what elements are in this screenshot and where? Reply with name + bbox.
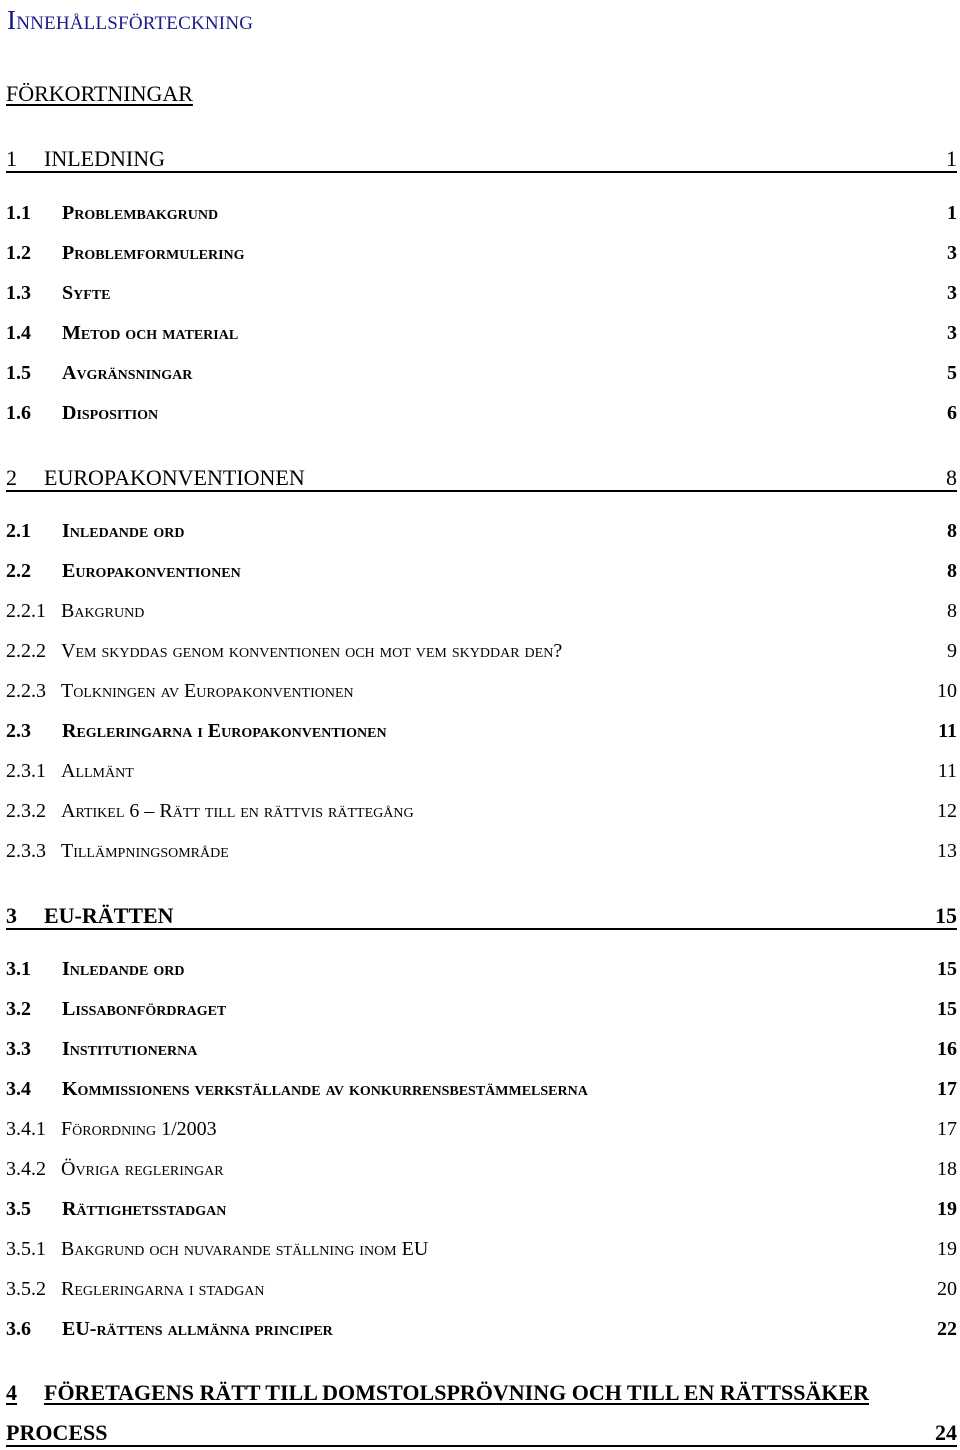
toc-entry[interactable] xyxy=(0,238,960,268)
entry-label: Rättighetsstadgan xyxy=(62,1198,227,1220)
entry-number: 1.5 xyxy=(6,362,31,384)
toc-entry[interactable] xyxy=(0,516,960,546)
entry-label: Förordning 1/2003 xyxy=(61,1118,217,1140)
entry-number: 2.2.2 xyxy=(6,640,46,662)
entry-label: Problemformulering xyxy=(62,242,245,264)
entry-label: EUROPAKONVENTIONEN xyxy=(44,465,305,490)
toc-entry[interactable] xyxy=(0,994,960,1024)
entry-page: 8 xyxy=(947,520,957,542)
entry-page: 17 xyxy=(937,1078,957,1100)
entry-page: 20 xyxy=(937,1278,957,1300)
entry-page: 22 xyxy=(937,1318,957,1340)
entry-number: 2.2.1 xyxy=(6,600,46,622)
toc-entry[interactable] xyxy=(0,1234,960,1264)
chapter-4-label-line2: PROCESS xyxy=(6,1420,108,1445)
entry-page: 17 xyxy=(937,1118,957,1140)
toc-entry[interactable] xyxy=(0,716,960,746)
entry-number: 1 xyxy=(6,146,17,171)
entry-label: Tolkningen av Europakonventionen xyxy=(61,680,354,702)
entry-number: 3.6 xyxy=(6,1318,31,1340)
entry-number: 3.4.1 xyxy=(6,1118,46,1140)
entry-label: Kommissionens verkställande av konkurrensbestämmelserna xyxy=(62,1078,588,1100)
entry-label: Metod och material xyxy=(62,322,239,344)
entry-label: Regleringarna i Europakonventionen xyxy=(62,720,387,742)
entry-number: 3.4 xyxy=(6,1078,31,1100)
entry-number: 2.2.3 xyxy=(6,680,46,702)
toc-entry[interactable] xyxy=(0,556,960,586)
entry-number: 3.2 xyxy=(6,998,31,1020)
entry-label: Artikel 6 – Rätt till en rättvis rättegång xyxy=(61,800,414,822)
page-title: Innehållsförteckning xyxy=(7,5,254,35)
toc-entry[interactable] xyxy=(0,1034,960,1064)
entry-page: 16 xyxy=(937,1038,957,1060)
entry-number: 2.3.1 xyxy=(6,760,46,782)
entry-number: 3.5.2 xyxy=(6,1278,46,1300)
entry-number: 3.5 xyxy=(6,1198,31,1220)
toc-entry[interactable] xyxy=(0,756,960,786)
toc-entry[interactable] xyxy=(0,1314,960,1344)
entry-label: Bakgrund xyxy=(61,600,145,622)
toc-entry[interactable] xyxy=(0,398,960,428)
chapter-4-label-line1: FÖRETAGENS RÄTT TILL DOMSTOLSPRÖVNING OCH TILL EN RÄTTSSÄKER xyxy=(44,1380,870,1405)
entry-page: 11 xyxy=(937,760,957,782)
entry-number: 3.4.2 xyxy=(6,1158,46,1180)
entry-number: 3.5.1 xyxy=(6,1238,46,1260)
entry-page: 12 xyxy=(937,800,957,822)
entry-page: 6 xyxy=(947,402,957,424)
entry-page: 19 xyxy=(937,1198,957,1220)
entry-page: 8 xyxy=(946,465,957,490)
entry-page: 10 xyxy=(937,680,957,702)
entry-label: Övriga regleringar xyxy=(61,1158,224,1180)
toc-entry[interactable] xyxy=(0,796,960,826)
entry-number: 3.1 xyxy=(6,958,31,980)
toc-entry[interactable] xyxy=(0,676,960,706)
entry-number: 1.6 xyxy=(6,402,31,424)
entry-number: 2.3 xyxy=(6,720,31,742)
entry-page: 5 xyxy=(947,362,957,384)
entry-page: 8 xyxy=(947,600,957,622)
entry-page: 15 xyxy=(935,903,957,928)
entry-number: 1.2 xyxy=(6,242,31,264)
entry-page: 1 xyxy=(946,146,957,171)
entry-label: Problembakgrund xyxy=(62,202,219,224)
entry-label: Europakonventionen xyxy=(62,560,241,582)
entry-label: Vem skyddas genom konventionen och mot vem skyddar den? xyxy=(61,640,563,662)
toc-entry[interactable] xyxy=(0,278,960,308)
toc-entry[interactable] xyxy=(0,1074,960,1104)
entry-page: 18 xyxy=(937,1158,957,1180)
entry-label: Inledande ord xyxy=(62,520,185,542)
entry-page: 1 xyxy=(947,202,957,224)
chapter-4-page: 24 xyxy=(935,1420,957,1445)
entry-label: Bakgrund och nuvarande ställning inom EU xyxy=(61,1238,429,1260)
entry-label: INLEDNING xyxy=(44,146,165,171)
toc-entry[interactable] xyxy=(0,318,960,348)
chapter-4-number: 4 xyxy=(6,1380,17,1405)
toc-chapter-4-continued[interactable] xyxy=(0,1416,960,1450)
toc-chapter-4[interactable] xyxy=(0,1376,960,1410)
toc-entry[interactable] xyxy=(0,899,960,933)
entry-page: 13 xyxy=(937,840,957,862)
entry-number: 2.2 xyxy=(6,560,31,582)
toc-entry[interactable] xyxy=(0,198,960,228)
entry-label: Avgränsningar xyxy=(62,362,193,384)
entry-number: 2.3.3 xyxy=(6,840,46,862)
toc-entry[interactable] xyxy=(0,461,960,495)
toc-entry[interactable] xyxy=(0,1154,960,1184)
toc-entry[interactable] xyxy=(0,1274,960,1304)
entry-number: 2.3.2 xyxy=(6,800,46,822)
entry-page: 15 xyxy=(937,958,957,980)
entry-page: 3 xyxy=(947,282,957,304)
entry-page: 3 xyxy=(947,242,957,264)
toc-entry[interactable] xyxy=(0,596,960,626)
entry-page: 11 xyxy=(938,720,957,742)
entry-number: 2 xyxy=(6,465,17,490)
entry-label: EU-rättens allmänna principer xyxy=(62,1318,333,1340)
entry-label: Lissabonfördraget xyxy=(62,998,227,1020)
toc-entry[interactable] xyxy=(0,1114,960,1144)
entry-page: 19 xyxy=(937,1238,957,1260)
entry-number: 1.1 xyxy=(6,202,31,224)
toc-entry[interactable] xyxy=(0,358,960,388)
entry-label: Disposition xyxy=(62,402,159,424)
toc-abbreviations-link[interactable]: FÖRKORTNINGAR xyxy=(6,81,193,106)
entry-label: Syfte xyxy=(62,282,111,304)
entry-label: Inledande ord xyxy=(62,958,185,980)
toc-entry[interactable] xyxy=(0,836,960,866)
entry-label: EU-RÄTTEN xyxy=(44,903,174,928)
entry-page: 9 xyxy=(947,640,957,662)
entry-number: 3.3 xyxy=(6,1038,31,1060)
entry-label: Regleringarna i stadgan xyxy=(61,1278,265,1300)
entry-page: 8 xyxy=(947,560,957,582)
entry-label: Tillämpningsområde xyxy=(61,840,229,862)
entry-label: Allmänt xyxy=(61,760,134,782)
entry-number: 3 xyxy=(6,903,17,928)
toc-entry[interactable] xyxy=(0,142,960,176)
entry-number: 1.3 xyxy=(6,282,31,304)
entry-page: 15 xyxy=(937,998,957,1020)
entry-number: 2.1 xyxy=(6,520,31,542)
entry-page: 3 xyxy=(947,322,957,344)
toc-entry[interactable] xyxy=(0,954,960,984)
toc-entry[interactable] xyxy=(0,1194,960,1224)
entry-label: Institutionerna xyxy=(62,1038,198,1060)
entry-number: 1.4 xyxy=(6,322,31,344)
toc-entry[interactable] xyxy=(0,636,960,666)
